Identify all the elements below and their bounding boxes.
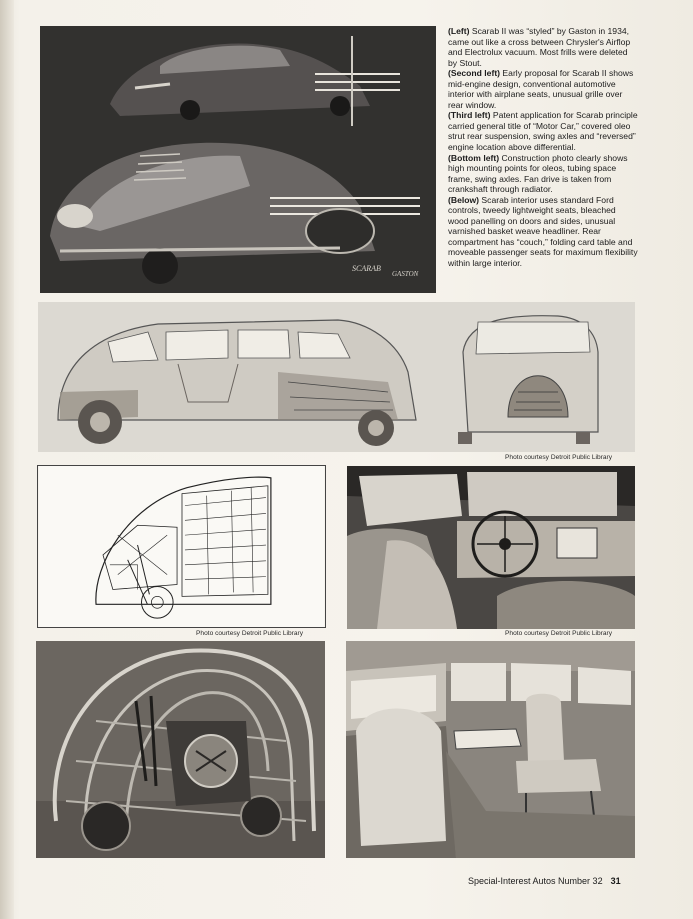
sketch-artist-signature: GASTON [392, 270, 419, 278]
page-gutter-shadow [0, 0, 14, 919]
credit-patent: Photo courtesy Detroit Public Library [196, 630, 304, 637]
publication-name: Special-Interest Autos Number 32 [468, 876, 603, 886]
credit-proposal: Photo courtesy Detroit Public Library [505, 454, 613, 461]
photo-styling-sketch [40, 26, 436, 293]
caption-bottom-left: (Bottom left) Construction photo clearly shows high mounting points for oleos, tubing space frame, swing axles. Fan drive is taken from crankshaft through radiator. [448, 152, 628, 195]
sketch-title-text: SCARAB [352, 264, 381, 273]
photo-interior-rear [346, 641, 635, 858]
caption-third-left: (Third left) Patent application for Scarab principle carried general title of “Motor Car,” covered oleo strut rear suspension, swing axles and “reversed” engine location above differential. [448, 110, 638, 153]
photo-proposal-drawing [38, 302, 635, 452]
caption-left: (Left) Scarab II was “styled” by Gaston in 1934, came out like a cross between Chrysler's Airflop and Electrolux vacuum. Most frills were deleted by Stout. [448, 26, 631, 68]
page-footer [468, 876, 621, 886]
caption-below: (Below) Scarab interior uses standard Ford controls, tweedy lightweight seats, bleached wood panelling on doors and sides, unusual varnished basket weave headliner. Rear compartment has “couch,” folding card table and moveable passenger seats for maximum flexibility within large interior. [448, 194, 638, 269]
photo-patent-drawing [37, 465, 326, 628]
caption-block [448, 26, 638, 269]
photo-construction-frame [36, 641, 325, 858]
credit-interior-front: Photo courtesy Detroit Public Library [505, 630, 613, 637]
page-number: 31 [610, 876, 621, 886]
photo-interior-front [347, 466, 635, 629]
caption-second-left: (Second left) Early proposal for Scarab II shows mid-engine design, conventional automotive interior with airplane seats, unusual grille over rear window. [448, 68, 634, 110]
